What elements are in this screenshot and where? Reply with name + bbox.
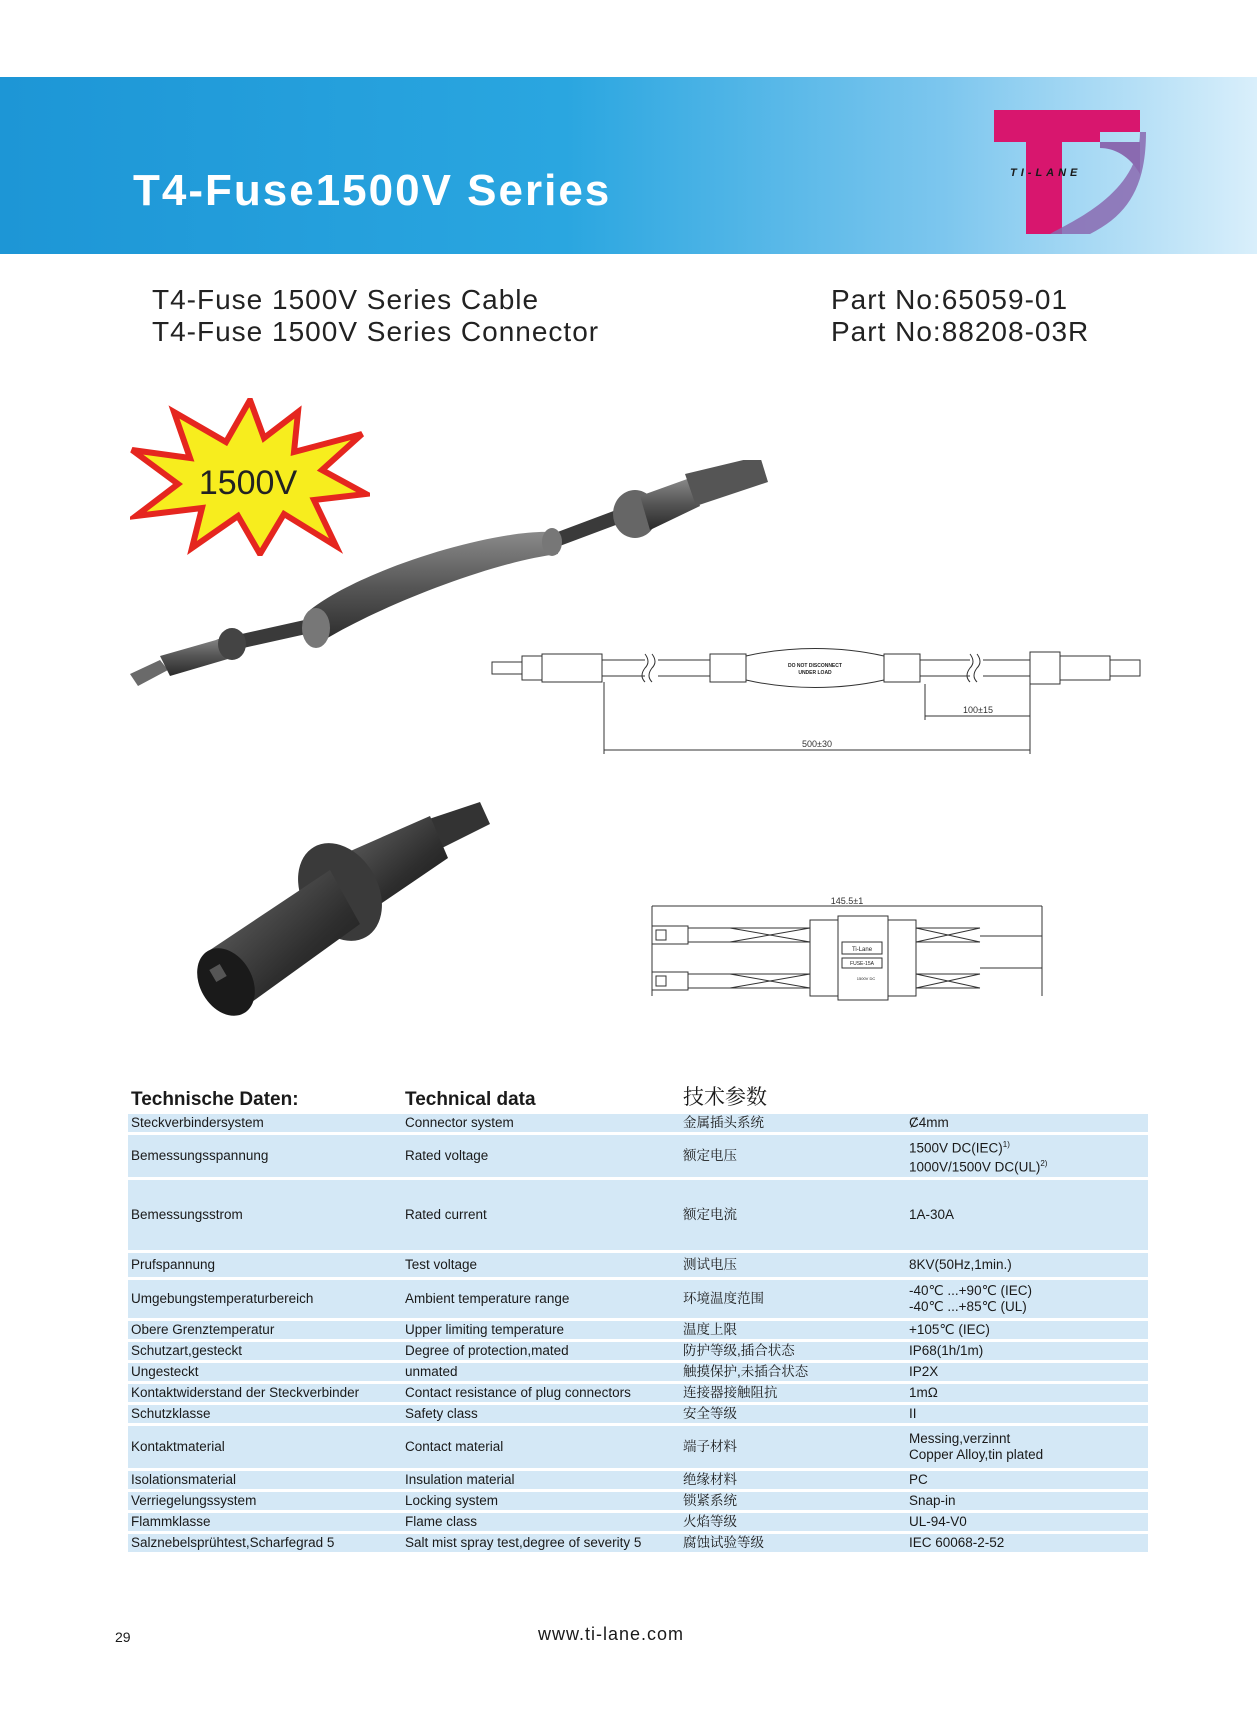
row-de: Obere Grenztemperatur: [128, 1321, 402, 1339]
table-row: [128, 1384, 1148, 1402]
page-number: 29: [115, 1629, 131, 1645]
row-en: Locking system: [402, 1492, 680, 1510]
connector-label-voltage: 1500V DC: [856, 976, 876, 981]
row-en: Rated voltage: [402, 1135, 680, 1177]
row-value: Ȼ4mm: [906, 1114, 1148, 1132]
row-value: II: [906, 1405, 1148, 1423]
row-value-line2: 1000V/1500V DC(UL): [909, 1159, 1041, 1175]
row-de: Schutzklasse: [128, 1405, 402, 1423]
logo-text: TI-LANE: [1010, 167, 1082, 179]
badge-text: 1500V: [198, 464, 298, 502]
row-value: [906, 1426, 1148, 1468]
row-value: PC: [906, 1471, 1148, 1489]
row-en: Flame class: [402, 1513, 680, 1531]
row-de: Isolationsmaterial: [128, 1471, 402, 1489]
row-value: [906, 1135, 1148, 1177]
row-value: +105℃ (IEC): [906, 1321, 1148, 1339]
row-de: Flammklasse: [128, 1513, 402, 1531]
row-value: 1A-30A: [906, 1180, 1148, 1250]
dimension-length: 145.5±1: [830, 896, 864, 906]
row-value: 1mΩ: [906, 1384, 1148, 1402]
row-cn: 测试电压: [680, 1253, 906, 1277]
row-en: Rated current: [402, 1180, 680, 1250]
row-de: Salznebelsprühtest,Scharfegrad 5: [128, 1534, 402, 1552]
row-en: Contact resistance of plug connectors: [402, 1384, 680, 1402]
dimension-short: 100±15: [963, 705, 993, 715]
table-row: [128, 1534, 1148, 1552]
row-cn: 绝缘材料: [680, 1471, 906, 1489]
row-value: [906, 1280, 1148, 1318]
row-en: Safety class: [402, 1405, 680, 1423]
row-de: Bemessungsspannung: [128, 1135, 402, 1177]
row-en: Upper limiting temperature: [402, 1321, 680, 1339]
warning-label-top: DO NOT DISCONNECT: [788, 663, 842, 669]
row-value: IP68(1h/1m): [906, 1342, 1148, 1360]
table-row: [128, 1321, 1148, 1339]
row-cn: 额定电压: [680, 1135, 906, 1177]
row-value-line2: -40℃ ...+85℃ (UL): [909, 1299, 1027, 1314]
table-row: [128, 1135, 1148, 1177]
row-cn: 火焰等级: [680, 1513, 906, 1531]
warning-label-bottom: UNDER LOAD: [798, 670, 832, 676]
connector-label-fuse: FUSE-15A: [850, 961, 874, 967]
website-link[interactable]: www.ti-lane.com: [538, 1624, 685, 1644]
row-cn: 触摸保护,未插合状态: [680, 1363, 906, 1381]
page-title: T4-Fuse1500V Series: [133, 166, 612, 215]
row-cn: 额定电流: [680, 1180, 906, 1250]
table-row: [128, 1513, 1148, 1531]
row-cn: 温度上限: [680, 1321, 906, 1339]
row-en: Degree of protection,mated: [402, 1342, 680, 1360]
row-value: IP2X: [906, 1363, 1148, 1381]
header-chinese: 技术参数: [683, 1086, 767, 1109]
ti-lane-logo: [990, 104, 1150, 238]
table-row: [128, 1471, 1148, 1489]
row-value-line1: -40℃ ...+90℃ (IEC): [909, 1283, 1032, 1298]
row-value: UL-94-V0: [906, 1513, 1148, 1531]
part-number-connector: Part No:88208-03R: [831, 316, 1090, 347]
row-de: Prufspannung: [128, 1253, 402, 1277]
product-name-connector: T4-Fuse 1500V Series Connector: [152, 316, 600, 347]
table-row: [128, 1363, 1148, 1381]
row-de: Schutzart,gesteckt: [128, 1342, 402, 1360]
table-row: [128, 1426, 1148, 1468]
row-value-line1: Messing,verzinnt: [909, 1431, 1011, 1446]
row-value-line1: 1500V DC(IEC): [909, 1140, 1003, 1155]
table-row: [128, 1405, 1148, 1423]
row-de: Kontaktmaterial: [128, 1426, 402, 1468]
header-english: Technical data: [405, 1089, 536, 1110]
connector-dimension-drawing: [650, 896, 1050, 1006]
row-en: Contact material: [402, 1426, 680, 1468]
header-german: Technische Daten:: [131, 1089, 299, 1110]
row-cn: 锁紧系统: [680, 1492, 906, 1510]
row-cn: 金属插头系统: [680, 1114, 906, 1132]
row-de: Umgebungstemperaturbereich: [128, 1280, 402, 1318]
table-row: [128, 1492, 1148, 1510]
footnote-2: 2): [1040, 1159, 1048, 1168]
table-row: [128, 1114, 1148, 1132]
header-value: [906, 1081, 1148, 1111]
row-de: Steckverbindersystem: [128, 1114, 402, 1132]
row-en: Insulation material: [402, 1471, 680, 1489]
technical-data-table: [128, 1078, 1148, 1555]
row-de: Verriegelungssystem: [128, 1492, 402, 1510]
row-en: Test voltage: [402, 1253, 680, 1277]
row-value: Snap-in: [906, 1492, 1148, 1510]
row-en: unmated: [402, 1363, 680, 1381]
row-de: Kontaktwiderstand der Steckverbinder: [128, 1384, 402, 1402]
footnote-1: 1): [1002, 1139, 1010, 1149]
row-value: 8KV(50Hz,1min.): [906, 1253, 1148, 1277]
row-en: Salt mist spray test,degree of severity 5: [402, 1534, 680, 1552]
row-cn: 环境温度范围: [680, 1280, 906, 1318]
product-name-cable: T4-Fuse 1500V Series Cable: [152, 284, 540, 315]
connector-label-brand: Ti-Lane: [851, 947, 873, 953]
row-en: Ambient temperature range: [402, 1280, 680, 1318]
cable-dimension-drawing: [490, 640, 1160, 760]
dimension-long: 500±30: [802, 739, 832, 749]
fuse-connector-image: [190, 800, 540, 1020]
row-value-line2: Copper Alloy,tin plated: [909, 1447, 1044, 1462]
row-cn: 端子材料: [680, 1426, 906, 1468]
row-cn: 安全等级: [680, 1405, 906, 1423]
row-de: Bemessungsstrom: [128, 1180, 402, 1250]
table-row: [128, 1253, 1148, 1277]
table-row: [128, 1342, 1148, 1360]
row-cn: 连接器接触阻抗: [680, 1384, 906, 1402]
row-value: IEC 60068-2-52: [906, 1534, 1148, 1552]
row-cn: 腐蚀试验等级: [680, 1534, 906, 1552]
table-header-row: [128, 1081, 1148, 1111]
table-row: [128, 1180, 1148, 1250]
part-number-cable: Part No:65059-01: [831, 284, 1069, 315]
row-de: Ungesteckt: [128, 1363, 402, 1381]
table-row: [128, 1280, 1148, 1318]
row-en: Connector system: [402, 1114, 680, 1132]
row-cn: 防护等级,插合状态: [680, 1342, 906, 1360]
